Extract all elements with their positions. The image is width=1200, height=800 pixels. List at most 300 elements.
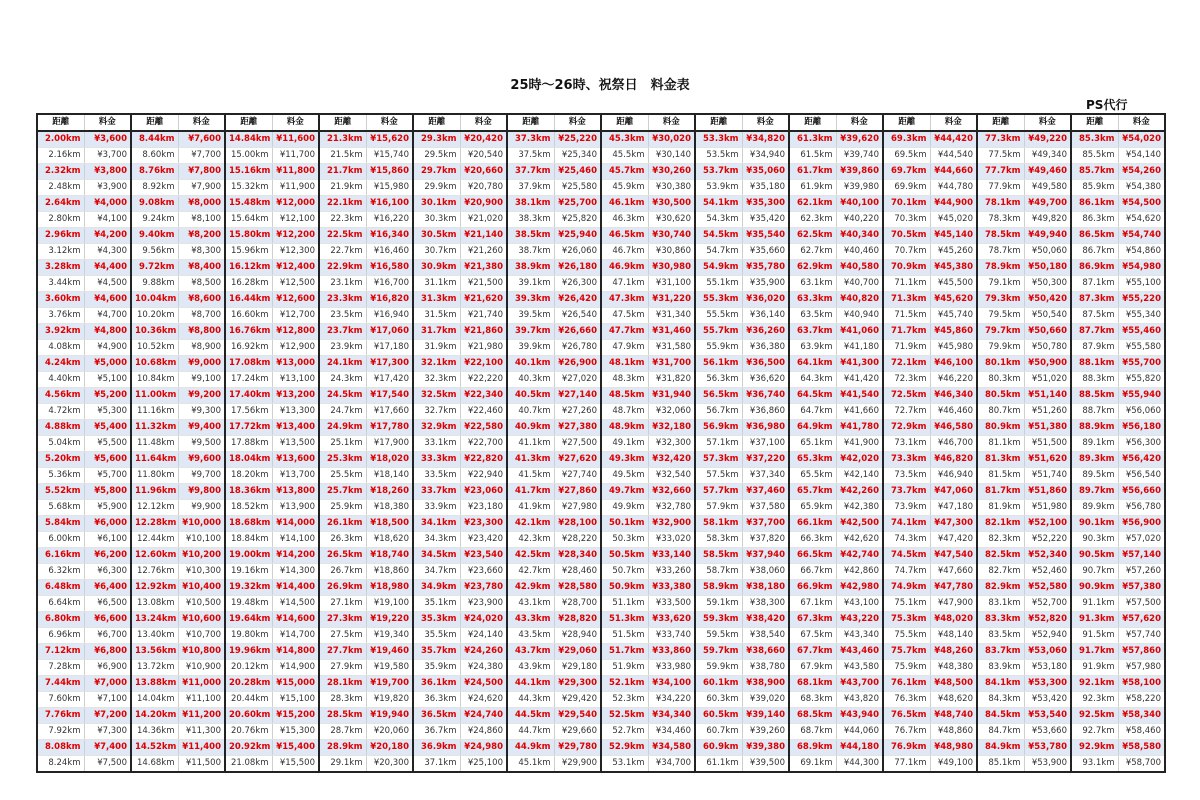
distance-cell: 9.88km (131, 276, 178, 292)
distance-cell: 15.16km (225, 164, 272, 180)
fare-cell: ¥42,260 (836, 484, 883, 500)
distance-cell: 61.5km (789, 148, 836, 164)
fare-cell: ¥37,940 (742, 548, 789, 564)
fare-cell: ¥55,820 (1118, 372, 1165, 388)
distance-cell: 88.3km (1071, 372, 1118, 388)
fare-cell: ¥52,820 (1024, 612, 1071, 628)
fare-cell: ¥48,980 (930, 740, 977, 756)
distance-cell: 87.3km (1071, 292, 1118, 308)
distance-cell: 21.9km (319, 180, 366, 196)
distance-cell: 6.32km (37, 564, 84, 580)
distance-cell: 60.5km (695, 708, 742, 724)
distance-cell: 55.9km (695, 340, 742, 356)
distance-cell: 30.5km (413, 228, 460, 244)
fare-cell: ¥6,500 (84, 596, 131, 612)
distance-cell: 92.9km (1071, 740, 1118, 756)
distance-cell: 7.28km (37, 660, 84, 676)
fare-cell: ¥18,980 (366, 580, 413, 596)
fare-cell: ¥15,980 (366, 180, 413, 196)
distance-cell: 43.5km (507, 628, 554, 644)
fare-cell: ¥19,700 (366, 676, 413, 692)
fare-cell: ¥7,700 (178, 148, 225, 164)
fare-cell: ¥14,300 (272, 564, 319, 580)
fare-cell: ¥28,220 (554, 532, 601, 548)
fare-cell: ¥35,900 (742, 276, 789, 292)
fare-cell: ¥24,620 (460, 692, 507, 708)
table-row (37, 564, 1165, 580)
distance-cell: 69.9km (883, 180, 930, 196)
distance-cell: 44.7km (507, 724, 554, 740)
distance-cell: 17.08km (225, 356, 272, 372)
fare-cell: ¥35,540 (742, 228, 789, 244)
header-distance: 距離 (413, 114, 460, 131)
table-row (37, 244, 1165, 260)
distance-cell: 14.84km (225, 131, 272, 148)
distance-cell: 57.1km (695, 436, 742, 452)
distance-cell: 88.7km (1071, 404, 1118, 420)
header-fare: 料金 (460, 114, 507, 131)
fare-cell: ¥55,340 (1118, 308, 1165, 324)
distance-cell: 82.9km (977, 580, 1024, 596)
table-row (37, 708, 1165, 724)
fare-cell: ¥9,300 (178, 404, 225, 420)
fare-cell: ¥25,580 (554, 180, 601, 196)
distance-cell: 39.7km (507, 324, 554, 340)
fare-cell: ¥24,140 (460, 628, 507, 644)
fare-cell: ¥17,780 (366, 420, 413, 436)
table-row (37, 548, 1165, 564)
fare-cell: ¥19,460 (366, 644, 413, 660)
distance-cell: 23.1km (319, 276, 366, 292)
distance-cell: 39.9km (507, 340, 554, 356)
fare-cell: ¥52,700 (1024, 596, 1071, 612)
distance-cell: 2.16km (37, 148, 84, 164)
fare-cell: ¥27,740 (554, 468, 601, 484)
distance-cell: 35.9km (413, 660, 460, 676)
distance-cell: 18.84km (225, 532, 272, 548)
fare-cell: ¥43,820 (836, 692, 883, 708)
fare-cell: ¥34,940 (742, 148, 789, 164)
distance-cell: 19.32km (225, 580, 272, 596)
distance-cell: 5.04km (37, 436, 84, 452)
table-row (37, 516, 1165, 532)
fare-cell: ¥10,900 (178, 660, 225, 676)
distance-cell: 50.7km (601, 564, 648, 580)
fare-cell: ¥45,020 (930, 212, 977, 228)
fare-cell: ¥12,000 (272, 196, 319, 212)
distance-cell: 25.7km (319, 484, 366, 500)
fare-cell: ¥35,780 (742, 260, 789, 276)
fare-cell: ¥14,900 (272, 660, 319, 676)
fare-cell: ¥50,540 (1024, 308, 1071, 324)
distance-cell: 54.9km (695, 260, 742, 276)
distance-cell: 61.3km (789, 131, 836, 148)
distance-cell: 83.9km (977, 660, 1024, 676)
table-row (37, 452, 1165, 468)
distance-cell: 31.5km (413, 308, 460, 324)
distance-cell: 82.3km (977, 532, 1024, 548)
distance-cell: 32.7km (413, 404, 460, 420)
distance-cell: 90.1km (1071, 516, 1118, 532)
distance-cell: 18.68km (225, 516, 272, 532)
distance-cell: 76.3km (883, 692, 930, 708)
distance-cell: 10.68km (131, 356, 178, 372)
distance-cell: 17.40km (225, 388, 272, 404)
distance-cell: 78.5km (977, 228, 1024, 244)
fare-cell: ¥45,740 (930, 308, 977, 324)
distance-cell: 37.3km (507, 131, 554, 148)
fare-cell: ¥6,600 (84, 612, 131, 628)
table-row (37, 292, 1165, 308)
fare-cell: ¥57,620 (1118, 612, 1165, 628)
fare-cell: ¥51,380 (1024, 420, 1071, 436)
distance-cell: 23.7km (319, 324, 366, 340)
distance-cell: 72.5km (883, 388, 930, 404)
distance-cell: 2.64km (37, 196, 84, 212)
distance-cell: 3.44km (37, 276, 84, 292)
fare-cell: ¥53,540 (1024, 708, 1071, 724)
fare-cell: ¥34,100 (648, 676, 695, 692)
fare-cell: ¥29,060 (554, 644, 601, 660)
fare-cell: ¥33,980 (648, 660, 695, 676)
fare-cell: ¥5,500 (84, 436, 131, 452)
distance-cell: 82.1km (977, 516, 1024, 532)
fare-cell: ¥9,800 (178, 484, 225, 500)
distance-cell: 9.40km (131, 228, 178, 244)
distance-cell: 78.3km (977, 212, 1024, 228)
distance-cell: 9.24km (131, 212, 178, 228)
fare-cell: ¥31,700 (648, 356, 695, 372)
fare-cell: ¥39,140 (742, 708, 789, 724)
fare-cell: ¥39,380 (742, 740, 789, 756)
fare-cell: ¥24,740 (460, 708, 507, 724)
fare-cell: ¥22,340 (460, 388, 507, 404)
fare-cell: ¥47,540 (930, 548, 977, 564)
distance-cell: 35.3km (413, 612, 460, 628)
fare-cell: ¥21,020 (460, 212, 507, 228)
distance-cell: 73.9km (883, 500, 930, 516)
distance-cell: 88.9km (1071, 420, 1118, 436)
distance-cell: 24.3km (319, 372, 366, 388)
fare-cell: ¥45,980 (930, 340, 977, 356)
distance-cell: 26.7km (319, 564, 366, 580)
distance-cell: 81.7km (977, 484, 1024, 500)
table-row (37, 404, 1165, 420)
fare-cell: ¥13,500 (272, 436, 319, 452)
fare-cell: ¥9,100 (178, 372, 225, 388)
fare-cell: ¥50,900 (1024, 356, 1071, 372)
fare-cell: ¥33,140 (648, 548, 695, 564)
fare-cell: ¥34,820 (742, 131, 789, 148)
fare-cell: ¥51,620 (1024, 452, 1071, 468)
fare-cell: ¥3,700 (84, 148, 131, 164)
distance-cell: 68.3km (789, 692, 836, 708)
fare-cell: ¥27,020 (554, 372, 601, 388)
distance-cell: 10.20km (131, 308, 178, 324)
fare-cell: ¥49,700 (1024, 196, 1071, 212)
fare-cell: ¥4,000 (84, 196, 131, 212)
distance-cell: 88.5km (1071, 388, 1118, 404)
fare-cell: ¥7,900 (178, 180, 225, 196)
distance-cell: 87.5km (1071, 308, 1118, 324)
fare-cell: ¥7,100 (84, 692, 131, 708)
fare-cell: ¥41,900 (836, 436, 883, 452)
distance-cell: 67.3km (789, 612, 836, 628)
fare-cell: ¥17,420 (366, 372, 413, 388)
fare-cell: ¥35,420 (742, 212, 789, 228)
fare-cell: ¥47,420 (930, 532, 977, 548)
fare-cell: ¥48,020 (930, 612, 977, 628)
fare-cell: ¥50,420 (1024, 292, 1071, 308)
fare-table (36, 113, 1166, 773)
distance-cell: 59.3km (695, 612, 742, 628)
header-fare: 料金 (554, 114, 601, 131)
distance-cell: 77.1km (883, 756, 930, 773)
distance-cell: 68.9km (789, 740, 836, 756)
fare-cell: ¥32,300 (648, 436, 695, 452)
fare-cell: ¥31,100 (648, 276, 695, 292)
distance-cell: 3.28km (37, 260, 84, 276)
fare-cell: ¥19,340 (366, 628, 413, 644)
fare-cell: ¥7,000 (84, 676, 131, 692)
fare-cell: ¥13,200 (272, 388, 319, 404)
distance-cell: 13.08km (131, 596, 178, 612)
distance-cell: 86.5km (1071, 228, 1118, 244)
fare-cell: ¥39,500 (742, 756, 789, 773)
fare-cell: ¥28,700 (554, 596, 601, 612)
fare-cell: ¥28,820 (554, 612, 601, 628)
fare-cell: ¥22,220 (460, 372, 507, 388)
fare-cell: ¥20,660 (460, 164, 507, 180)
fare-cell: ¥37,580 (742, 500, 789, 516)
fare-cell: ¥13,900 (272, 500, 319, 516)
fare-cell: ¥20,060 (366, 724, 413, 740)
fare-cell: ¥4,800 (84, 324, 131, 340)
fare-cell: ¥29,780 (554, 740, 601, 756)
header-row (37, 114, 1165, 131)
distance-cell: 22.3km (319, 212, 366, 228)
fare-cell: ¥15,000 (272, 676, 319, 692)
fare-cell: ¥15,620 (366, 131, 413, 148)
distance-cell: 88.1km (1071, 356, 1118, 372)
fare-cell: ¥13,300 (272, 404, 319, 420)
distance-cell: 60.7km (695, 724, 742, 740)
fare-cell: ¥7,800 (178, 164, 225, 180)
distance-cell: 41.1km (507, 436, 554, 452)
distance-cell: 33.3km (413, 452, 460, 468)
distance-cell: 25.1km (319, 436, 366, 452)
distance-cell: 20.44km (225, 692, 272, 708)
fare-cell: ¥10,700 (178, 628, 225, 644)
distance-cell: 62.5km (789, 228, 836, 244)
distance-cell: 63.9km (789, 340, 836, 356)
distance-cell: 60.3km (695, 692, 742, 708)
fare-cell: ¥44,900 (930, 196, 977, 212)
fare-cell: ¥15,400 (272, 740, 319, 756)
distance-cell: 90.9km (1071, 580, 1118, 596)
distance-cell: 32.5km (413, 388, 460, 404)
distance-cell: 92.1km (1071, 676, 1118, 692)
fare-cell: ¥25,820 (554, 212, 601, 228)
table-row (37, 388, 1165, 404)
distance-cell: 16.28km (225, 276, 272, 292)
distance-cell: 57.5km (695, 468, 742, 484)
table-row (37, 628, 1165, 644)
fare-cell: ¥47,780 (930, 580, 977, 596)
fare-cell: ¥29,180 (554, 660, 601, 676)
fare-cell: ¥51,980 (1024, 500, 1071, 516)
distance-cell: 49.1km (601, 436, 648, 452)
fare-cell: ¥26,900 (554, 356, 601, 372)
fare-cell: ¥41,180 (836, 340, 883, 356)
distance-cell: 15.80km (225, 228, 272, 244)
distance-cell: 35.7km (413, 644, 460, 660)
distance-cell: 16.60km (225, 308, 272, 324)
fare-cell: ¥6,000 (84, 516, 131, 532)
fare-cell: ¥11,700 (272, 148, 319, 164)
distance-cell: 29.5km (413, 148, 460, 164)
distance-cell: 52.9km (601, 740, 648, 756)
fare-cell: ¥10,000 (178, 516, 225, 532)
distance-cell: 31.1km (413, 276, 460, 292)
table-row (37, 740, 1165, 756)
fare-cell: ¥23,780 (460, 580, 507, 596)
fare-cell: ¥55,220 (1118, 292, 1165, 308)
distance-cell: 76.7km (883, 724, 930, 740)
distance-cell: 11.48km (131, 436, 178, 452)
distance-cell: 11.00km (131, 388, 178, 404)
distance-cell: 65.3km (789, 452, 836, 468)
header-fare: 料金 (1118, 114, 1165, 131)
fare-cell: ¥34,460 (648, 724, 695, 740)
fare-cell: ¥38,660 (742, 644, 789, 660)
distance-cell: 30.7km (413, 244, 460, 260)
distance-cell: 43.9km (507, 660, 554, 676)
fare-cell: ¥43,940 (836, 708, 883, 724)
fare-cell: ¥33,500 (648, 596, 695, 612)
distance-cell: 64.1km (789, 356, 836, 372)
distance-cell: 42.5km (507, 548, 554, 564)
fare-cell: ¥12,900 (272, 340, 319, 356)
distance-cell: 16.92km (225, 340, 272, 356)
fare-cell: ¥18,740 (366, 548, 413, 564)
distance-cell: 34.3km (413, 532, 460, 548)
fare-cell: ¥37,460 (742, 484, 789, 500)
fare-cell: ¥48,380 (930, 660, 977, 676)
fare-cell: ¥5,600 (84, 452, 131, 468)
distance-cell: 68.1km (789, 676, 836, 692)
fare-cell: ¥17,060 (366, 324, 413, 340)
distance-cell: 54.5km (695, 228, 742, 244)
fare-cell: ¥4,600 (84, 292, 131, 308)
distance-cell: 82.7km (977, 564, 1024, 580)
distance-cell: 28.3km (319, 692, 366, 708)
distance-cell: 43.7km (507, 644, 554, 660)
fare-cell: ¥42,500 (836, 516, 883, 532)
distance-cell: 6.00km (37, 532, 84, 548)
fare-cell: ¥17,300 (366, 356, 413, 372)
distance-cell: 77.5km (977, 148, 1024, 164)
fare-cell: ¥49,340 (1024, 148, 1071, 164)
distance-cell: 56.3km (695, 372, 742, 388)
header-fare: 料金 (836, 114, 883, 131)
distance-cell: 67.7km (789, 644, 836, 660)
fare-cell: ¥11,600 (272, 131, 319, 148)
fare-cell: ¥47,300 (930, 516, 977, 532)
fare-cell: ¥38,540 (742, 628, 789, 644)
fare-cell: ¥48,500 (930, 676, 977, 692)
fare-cell: ¥46,460 (930, 404, 977, 420)
fare-cell: ¥49,580 (1024, 180, 1071, 196)
distance-cell: 19.96km (225, 644, 272, 660)
fare-cell: ¥32,660 (648, 484, 695, 500)
header-distance: 距離 (883, 114, 930, 131)
distance-cell: 74.3km (883, 532, 930, 548)
header-distance: 距離 (1071, 114, 1118, 131)
distance-cell: 14.20km (131, 708, 178, 724)
fare-cell: ¥18,620 (366, 532, 413, 548)
distance-cell: 6.64km (37, 596, 84, 612)
distance-cell: 28.1km (319, 676, 366, 692)
distance-cell: 3.76km (37, 308, 84, 324)
fare-cell: ¥48,140 (930, 628, 977, 644)
fare-cell: ¥17,900 (366, 436, 413, 452)
fare-cell: ¥16,460 (366, 244, 413, 260)
fare-cell: ¥37,700 (742, 516, 789, 532)
distance-cell: 41.3km (507, 452, 554, 468)
distance-cell: 15.00km (225, 148, 272, 164)
distance-cell: 51.9km (601, 660, 648, 676)
distance-cell: 29.7km (413, 164, 460, 180)
distance-cell: 44.1km (507, 676, 554, 692)
distance-cell: 64.5km (789, 388, 836, 404)
fare-cell: ¥14,800 (272, 644, 319, 660)
distance-cell: 7.44km (37, 676, 84, 692)
distance-cell: 79.9km (977, 340, 1024, 356)
distance-cell: 58.5km (695, 548, 742, 564)
distance-cell: 20.92km (225, 740, 272, 756)
fare-cell: ¥40,580 (836, 260, 883, 276)
distance-cell: 58.1km (695, 516, 742, 532)
fare-cell: ¥9,200 (178, 388, 225, 404)
fare-cell: ¥33,620 (648, 612, 695, 628)
distance-cell: 33.5km (413, 468, 460, 484)
fare-cell: ¥8,500 (178, 276, 225, 292)
distance-cell: 84.5km (977, 708, 1024, 724)
fare-cell: ¥40,100 (836, 196, 883, 212)
fare-cell: ¥11,800 (272, 164, 319, 180)
fare-cell: ¥20,300 (366, 756, 413, 773)
fare-cell: ¥4,900 (84, 340, 131, 356)
fare-cell: ¥7,600 (178, 131, 225, 148)
fare-cell: ¥38,180 (742, 580, 789, 596)
distance-cell: 11.96km (131, 484, 178, 500)
distance-cell: 86.3km (1071, 212, 1118, 228)
distance-cell: 8.92km (131, 180, 178, 196)
fare-cell: ¥12,100 (272, 212, 319, 228)
fare-cell: ¥52,340 (1024, 548, 1071, 564)
distance-cell: 3.60km (37, 292, 84, 308)
fare-cell: ¥13,100 (272, 372, 319, 388)
distance-cell: 41.5km (507, 468, 554, 484)
distance-cell: 33.1km (413, 436, 460, 452)
fare-cell: ¥26,180 (554, 260, 601, 276)
distance-cell: 39.3km (507, 292, 554, 308)
fare-cell: ¥33,020 (648, 532, 695, 548)
fare-cell: ¥6,800 (84, 644, 131, 660)
fare-cell: ¥23,180 (460, 500, 507, 516)
fare-cell: ¥52,460 (1024, 564, 1071, 580)
